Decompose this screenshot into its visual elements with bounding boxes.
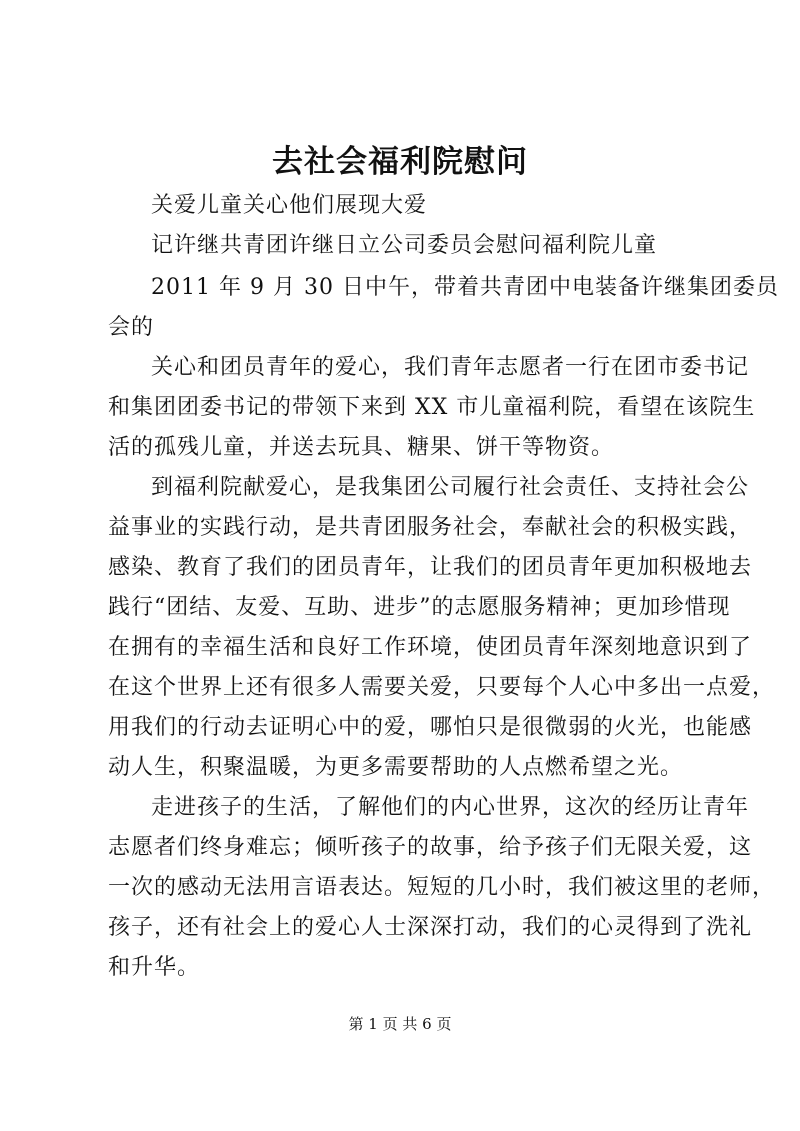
paragraph-line: 用我们的行动去证明心中的爱，哪怕只是很微弱的火光，也能感: [108, 715, 753, 740]
paragraph-line: 动人生，积聚温暖，为更多需要帮助的人点燃希望之光。: [108, 755, 684, 780]
document-title: 去社会福利院慰问: [272, 144, 528, 180]
paragraph-line: 2011 年 9 月 30 日中午，带着共青团中电装备许继集团委员: [151, 275, 779, 300]
paragraph-line: 益事业的实践行动，是共青团服务社会，奉献社会的积极实践，: [108, 515, 753, 540]
paragraph-line: 践行“团结、友爱、互助、进步”的志愿服务精神；更加珍惜现: [108, 595, 731, 620]
paragraph-line: 和升华。: [108, 955, 201, 980]
paragraph-line: 感染、教育了我们的团员青年，让我们的团员青年更加积极地去: [108, 555, 753, 580]
paragraph-line: 走进孩子的生活，了解他们的内心世界，这次的经历让青年: [151, 795, 750, 820]
paragraph-line: 会的: [108, 315, 155, 340]
paragraph-line: 在拥有的幸福生活和良好工作环境，使团员青年深刻地意识到了: [108, 635, 753, 660]
paragraph-line: 一次的感动无法用言语表达。短短的几小时，我们被这里的老师，: [108, 875, 776, 900]
paragraph-line: 志愿者们终身难忘；倾听孩子的故事，给予孩子们无限关爱，这: [108, 835, 753, 860]
paragraph-line: 孩子，还有社会上的爱心人士深深打动，我们的心灵得到了洗礼: [108, 915, 753, 940]
paragraph-line: 在这个世界上还有很多人需要关爱，只要每个人心中多出一点爱，: [108, 675, 776, 700]
subtitle-line: 记许继共青团许继日立公司委员会慰问福利院儿童: [151, 233, 658, 258]
paragraph-line: 关心和团员青年的爱心，我们青年志愿者一行在团市委书记: [151, 355, 750, 380]
page-number-footer: 第 1 页 共 6 页: [348, 1015, 452, 1033]
subtitle-line: 关爱儿童关心他们展现大爱: [151, 193, 428, 218]
paragraph-line: 和集团团委书记的带领下来到 XX 市儿童福利院，看望在该院生: [108, 395, 756, 420]
paragraph-line: 活的孤残儿童，并送去玩具、糖果、饼干等物资。: [108, 435, 615, 460]
paragraph-line: 到福利院献爱心，是我集团公司履行社会责任、支持社会公: [151, 475, 750, 500]
